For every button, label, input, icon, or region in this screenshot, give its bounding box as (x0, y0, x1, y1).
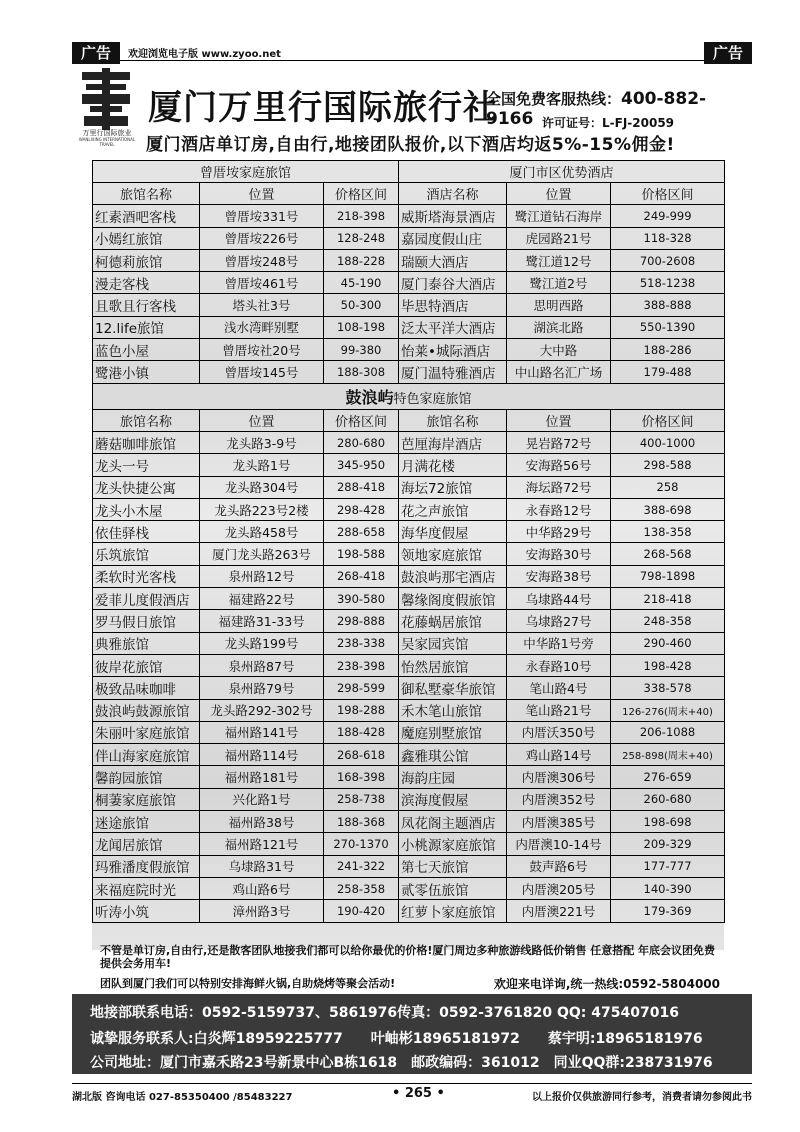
price-range: 276-659 (611, 766, 725, 788)
section-header-1 (93, 161, 725, 183)
location: 永春路12号 (507, 498, 611, 520)
hotel-name: 吴家园宾馆 (399, 632, 507, 654)
contact-address: 公司地址：厦门市嘉禾路23号新景中心B栋1618 邮政编码：361012 同业QQ群:238731976 (90, 1055, 713, 1071)
hotel-name: 漫走客栈 (93, 272, 200, 294)
location: 鹭江道12号 (507, 249, 611, 271)
promo-banner: 厦门酒店单订房,自由行,地接团队报价,以下酒店均返5%-15%佣金! (146, 135, 675, 155)
location: 内厝澳352号 (507, 788, 611, 810)
location: 龙头路292-302号 (200, 699, 324, 721)
location: 内厝澳221号 (507, 900, 611, 922)
price-range: 126-276(周末+40) (611, 699, 725, 721)
hotel-name: 馨韵园旅馆 (93, 766, 200, 788)
hotel-name: 12.life旅馆 (93, 316, 200, 338)
hotel-name: 柯德莉旅馆 (93, 249, 200, 271)
table-row (93, 833, 725, 855)
location: 大中路 (507, 339, 611, 361)
price-range: 198-698 (611, 811, 725, 833)
location: 龙头路304号 (200, 476, 324, 498)
price-range: 268-618 (324, 744, 399, 766)
location: 晃岩路72号 (507, 431, 611, 453)
price-range: 550-1390 (611, 316, 725, 338)
location: 笔山路21号 (507, 699, 611, 721)
location: 安海路38号 (507, 565, 611, 587)
table-row (93, 632, 725, 654)
price-range: 188-368 (324, 811, 399, 833)
price-range: 118-328 (611, 227, 725, 249)
hotel-name: 鼓浪屿鼓源旅馆 (93, 699, 200, 721)
location: 曾厝垵461号 (200, 272, 324, 294)
price-range: 140-390 (611, 877, 725, 899)
price-range: 238-398 (324, 654, 399, 676)
table-row (93, 766, 725, 788)
location: 福建路22号 (200, 588, 324, 610)
table-row (93, 454, 725, 476)
header (72, 66, 752, 160)
price-range: 248-358 (611, 610, 725, 632)
price-range: 218-398 (324, 205, 399, 227)
location: 龙头路1号 (200, 454, 324, 476)
price-range: 338-578 (611, 677, 725, 699)
table-row (93, 498, 725, 520)
price-range: 288-418 (324, 476, 399, 498)
price-range: 209-329 (611, 833, 725, 855)
table-row (93, 677, 725, 699)
section-title-right: 厦门市区优势酒店 (399, 161, 725, 183)
location: 中华路29号 (507, 521, 611, 543)
price-range: 190-420 (324, 900, 399, 922)
price-range: 298-888 (324, 610, 399, 632)
price-range: 206-1088 (611, 721, 725, 743)
price-range: 258 (611, 476, 725, 498)
hotel-name: 泛太平洋大酒店 (399, 316, 507, 338)
location: 内厝澳205号 (507, 877, 611, 899)
location: 曾厝垵社20号 (200, 339, 324, 361)
hotel-name: 玛雅潘度假旅馆 (93, 855, 200, 877)
table-row (93, 249, 725, 271)
location: 乌埭路27号 (507, 610, 611, 632)
location: 内厝澳10-14号 (507, 833, 611, 855)
location: 兴化路1号 (200, 788, 324, 810)
table-row (93, 316, 725, 338)
hotel-name: 领地家庭旅馆 (399, 543, 507, 565)
price-range: 188-428 (324, 721, 399, 743)
table-row (93, 744, 725, 766)
note-text: 不管是单订房,自由行,还是散客团队地接我们都可以给你最优的价格!厦门周边多种旅游线路低价销售 任意搭配 年底会议团免费提供会务用车! (100, 944, 716, 970)
location: 泉州路12号 (200, 565, 324, 587)
column-headers-1 (93, 183, 725, 205)
hotel-name: 典雅旅馆 (93, 632, 200, 654)
col-header-name: 旅馆名称 (93, 183, 200, 205)
price-range: 218-418 (611, 588, 725, 610)
col-header-price-range: 价格区间 (324, 409, 399, 431)
hotel-name: 禾木笔山旅馆 (399, 699, 507, 721)
license-number: 许可证号：L-FJ-20059 (542, 116, 675, 130)
table-row (93, 811, 725, 833)
price-range: 258-738 (324, 788, 399, 810)
hotel-name: 花之声旅馆 (399, 498, 507, 520)
section-subtitle: 特色家庭旅馆 (393, 391, 472, 407)
location: 龙头路458号 (200, 521, 324, 543)
price-range: 298-588 (611, 454, 725, 476)
location: 乌埭路31号 (200, 855, 324, 877)
location: 福建路31-33号 (200, 610, 324, 632)
contact-phones: 地接部联系电话：0592-5159737、5861976传真：0592-3761820 QQ: 475407016 (90, 1005, 679, 1021)
hotel-name: 嘉园度假山庄 (399, 227, 507, 249)
table-row (93, 476, 725, 498)
location: 鼓声路6号 (507, 855, 611, 877)
location: 海坛路72号 (507, 476, 611, 498)
table-row (93, 788, 725, 810)
price-range: 108-198 (324, 316, 399, 338)
hotel-name: 红萝卜家庭旅馆 (399, 900, 507, 922)
hotel-name: 龙头快捷公寓 (93, 476, 200, 498)
location: 福州路114号 (200, 744, 324, 766)
hotel-name: 凤花阁主题酒店 (399, 811, 507, 833)
location: 曾厝垵145号 (200, 361, 324, 383)
table-row (93, 877, 725, 899)
location: 内厝澳385号 (507, 811, 611, 833)
price-range: 258-358 (324, 877, 399, 899)
hotel-name: 鑫雅琪公馆 (399, 744, 507, 766)
hotel-name: 龙头一号 (93, 454, 200, 476)
hotel-name: 御私墅豪华旅馆 (399, 677, 507, 699)
footer-disclaimer: 以上报价仅供旅游同行参考，消费者请勿参阅此书 (532, 1092, 752, 1103)
price-range: 50-300 (324, 294, 399, 316)
table-row (93, 900, 725, 922)
price-range: 268-418 (324, 565, 399, 587)
location: 厦门龙头路263号 (200, 543, 324, 565)
location: 曾厝垵248号 (200, 249, 324, 271)
location: 湖滨北路 (507, 316, 611, 338)
price-range: 198-588 (324, 543, 399, 565)
col-header-location: 位置 (507, 409, 611, 431)
table-row (93, 588, 725, 610)
price-range: 241-322 (324, 855, 399, 877)
hotel-name: 瑞颐大酒店 (399, 249, 507, 271)
location: 福州路181号 (200, 766, 324, 788)
hotel-name: 威斯塔海景酒店 (399, 205, 507, 227)
hotel-name: 罗马假日旅馆 (93, 610, 200, 632)
location: 浅水湾畔别墅 (200, 316, 324, 338)
price-range: 45-190 (324, 272, 399, 294)
col-header-hotel-name: 酒店名称 (399, 183, 507, 205)
price-range: 198-428 (611, 654, 725, 676)
logo-subtext: WANLIXING INTERNATIONAL TRAVEL (78, 137, 136, 147)
table-row (93, 543, 725, 565)
table-row (93, 565, 725, 587)
table-row (93, 272, 725, 294)
hotline-number: 400-882-9166 (486, 89, 707, 129)
table-row (93, 699, 725, 721)
hotel-name: 滨海度假屋 (399, 788, 507, 810)
location: 乌埭路44号 (507, 588, 611, 610)
price-range: 388-698 (611, 498, 725, 520)
table-row (93, 855, 725, 877)
location: 中山路名汇广场 (507, 361, 611, 383)
price-range: 258-898(周末+40) (611, 744, 725, 766)
price-range: 345-950 (324, 454, 399, 476)
hotel-name: 蓝色小屋 (93, 339, 200, 361)
location: 漳州路3号 (200, 900, 324, 922)
hotel-name: 怡然居旅馆 (399, 654, 507, 676)
hotel-name: 听涛小筑 (93, 900, 200, 922)
location: 福州路141号 (200, 721, 324, 743)
hotel-name: 厦门泰谷大酒店 (399, 272, 507, 294)
col-header-price: 价格区间 (611, 183, 725, 205)
hotel-name: 海韵庄园 (399, 766, 507, 788)
table-row (93, 294, 725, 316)
hotel-name: 柔软时光客栈 (93, 565, 200, 587)
location: 泉州路87号 (200, 654, 324, 676)
hotel-name: 依佳驿栈 (93, 521, 200, 543)
hotel-name: 小嫣红旅馆 (93, 227, 200, 249)
hotel-name: 爱菲儿度假酒店 (93, 588, 200, 610)
price-range: 260-680 (611, 788, 725, 810)
hotel-name: 来福庭院时光 (93, 877, 200, 899)
location: 中华路1号旁 (507, 632, 611, 654)
contact-persons: 诚挚服务联系人:白炎辉18959225777 叶岫彬18965181972 蔡宇明:18965181976 (90, 1031, 703, 1047)
note-activities: 团队到厦门我们可以特别安排海鲜火锅,自助烧烤等聚会活动! (100, 977, 396, 990)
location: 鹭江道2号 (507, 272, 611, 294)
col-header-location: 位置 (200, 409, 324, 431)
ad-label-left: 广告 (72, 42, 120, 64)
location: 安海路56号 (507, 454, 611, 476)
section-title: 鼓浪屿 (345, 387, 394, 407)
price-range: 138-358 (611, 521, 725, 543)
contact-block (72, 994, 752, 1074)
footer (72, 1083, 752, 1103)
location: 泉州路79号 (200, 677, 324, 699)
unified-hotline: 欢迎来电详询,统一热线:0592-5804000 (493, 977, 720, 991)
column-headers-2 (93, 409, 725, 431)
col-header-hotel-name: 旅馆名称 (93, 409, 200, 431)
hotel-name: 花藤蜗居旅馆 (399, 610, 507, 632)
hotel-name: 第七天旅馆 (399, 855, 507, 877)
price-range: 249-999 (611, 205, 725, 227)
table-row (93, 227, 725, 249)
location: 曾厝垵226号 (200, 227, 324, 249)
price-table (92, 160, 725, 923)
table-row (93, 361, 725, 383)
ad-label-right: 广告 (704, 42, 752, 64)
hotel-name: 月满花楼 (399, 454, 507, 476)
hotel-name: 彼岸花旅馆 (93, 654, 200, 676)
location: 塔头社3号 (200, 294, 324, 316)
price-range: 268-568 (611, 543, 725, 565)
price-range: 238-338 (324, 632, 399, 654)
price-table-area (92, 160, 724, 950)
logo-text: 万里行国际旅业 (82, 129, 132, 137)
section-title-gulangyu (93, 383, 725, 409)
col-header-price: 价格区间 (324, 183, 399, 205)
hotline-label: 全国免费客服热线： (486, 90, 622, 108)
location: 福州路38号 (200, 811, 324, 833)
price-range: 288-658 (324, 521, 399, 543)
col-header-location: 位置 (507, 183, 611, 205)
table-row (93, 205, 725, 227)
col-header-hotel-name: 旅馆名称 (399, 409, 507, 431)
location: 龙头路3-9号 (200, 431, 324, 453)
price-range: 390-580 (324, 588, 399, 610)
hotel-name: 鼓浪屿那宅酒店 (399, 565, 507, 587)
hotel-name: 馨缘阁度假旅馆 (399, 588, 507, 610)
location: 内厝澳306号 (507, 766, 611, 788)
hotel-name: 龙闻居旅馆 (93, 833, 200, 855)
table-row (93, 521, 725, 543)
hotel-name: 海坛72旅馆 (399, 476, 507, 498)
price-range: 280-680 (324, 431, 399, 453)
table-row (93, 610, 725, 632)
price-range: 168-398 (324, 766, 399, 788)
hotel-name: 海华度假屋 (399, 521, 507, 543)
location: 内厝沃350号 (507, 721, 611, 743)
note-line-2 (100, 975, 720, 991)
location: 思明西路 (507, 294, 611, 316)
section-header-2 (93, 383, 725, 409)
price-range: 188-308 (324, 361, 399, 383)
price-range: 700-2608 (611, 249, 725, 271)
location: 曾厝垵331号 (200, 205, 324, 227)
location: 鹭江道钻石海岸 (507, 205, 611, 227)
price-range: 298-599 (324, 677, 399, 699)
welcome-text: 欢迎浏览电子版 www.zyoo.net (128, 49, 281, 60)
table-row (93, 339, 725, 361)
location: 龙头路223号2楼 (200, 498, 324, 520)
price-range: 518-1238 (611, 272, 725, 294)
hotel-name: 桐萋家庭旅馆 (93, 788, 200, 810)
location: 笔山路4号 (507, 677, 611, 699)
section-title-left: 曾厝垵家庭旅馆 (93, 161, 399, 183)
hotel-name: 小桃源家庭旅馆 (399, 833, 507, 855)
price-range: 179-488 (611, 361, 725, 383)
location: 虎园路21号 (507, 227, 611, 249)
hotel-name: 乐筑旅馆 (93, 543, 200, 565)
price-range: 128-248 (324, 227, 399, 249)
location: 福州路121号 (200, 833, 324, 855)
location: 鸡山路14号 (507, 744, 611, 766)
price-range: 99-380 (324, 339, 399, 361)
price-range: 188-286 (611, 339, 725, 361)
company-logo-icon (78, 68, 134, 132)
hotel-name: 厦门温特雅酒店 (399, 361, 507, 383)
price-range: 270-1370 (324, 833, 399, 855)
price-range: 290-460 (611, 632, 725, 654)
hotel-name: 迷途旅馆 (93, 811, 200, 833)
price-range: 177-777 (611, 855, 725, 877)
hotel-name: 贰零伍旅馆 (399, 877, 507, 899)
hotel-name: 毕思特酒店 (399, 294, 507, 316)
hotel-name: 伴山海家庭旅馆 (93, 744, 200, 766)
price-range: 400-1000 (611, 431, 725, 453)
hotel-name: 蘑菇咖啡旅馆 (93, 431, 200, 453)
company-name: 厦门万里行国际旅行社 (148, 88, 498, 128)
hotel-name: 极致品味咖啡 (93, 677, 200, 699)
footer-edition: 湖北版 咨询电话 027-85350400 /85483227 (72, 1092, 293, 1103)
price-range: 179-369 (611, 900, 725, 922)
hotel-name: 芭厘海岸酒店 (399, 431, 507, 453)
col-header-price-range: 价格区间 (611, 409, 725, 431)
price-range: 388-888 (611, 294, 725, 316)
price-range: 298-428 (324, 498, 399, 520)
col-header-location: 位置 (200, 183, 324, 205)
hotel-name: 红素酒吧客栈 (93, 205, 200, 227)
hotel-name: 且歌且行客栈 (93, 294, 200, 316)
location: 永春路10号 (507, 654, 611, 676)
price-range: 798-1898 (611, 565, 725, 587)
price-range: 198-288 (324, 699, 399, 721)
hotel-name: 朱丽叶家庭旅馆 (93, 721, 200, 743)
location: 鸡山路6号 (200, 877, 324, 899)
hotel-name: 魔庭别墅旅馆 (399, 721, 507, 743)
location: 龙头路199号 (200, 632, 324, 654)
hotel-name: 鹭港小镇 (93, 361, 200, 383)
page-number: • 265 • (392, 1086, 445, 1101)
table-row (93, 721, 725, 743)
hotel-name: 怡莱•城际酒店 (399, 339, 507, 361)
hotel-name: 龙头小木屋 (93, 498, 200, 520)
location: 安海路30号 (507, 543, 611, 565)
table-row (93, 654, 725, 676)
table-row (93, 431, 725, 453)
price-range: 188-228 (324, 249, 399, 271)
